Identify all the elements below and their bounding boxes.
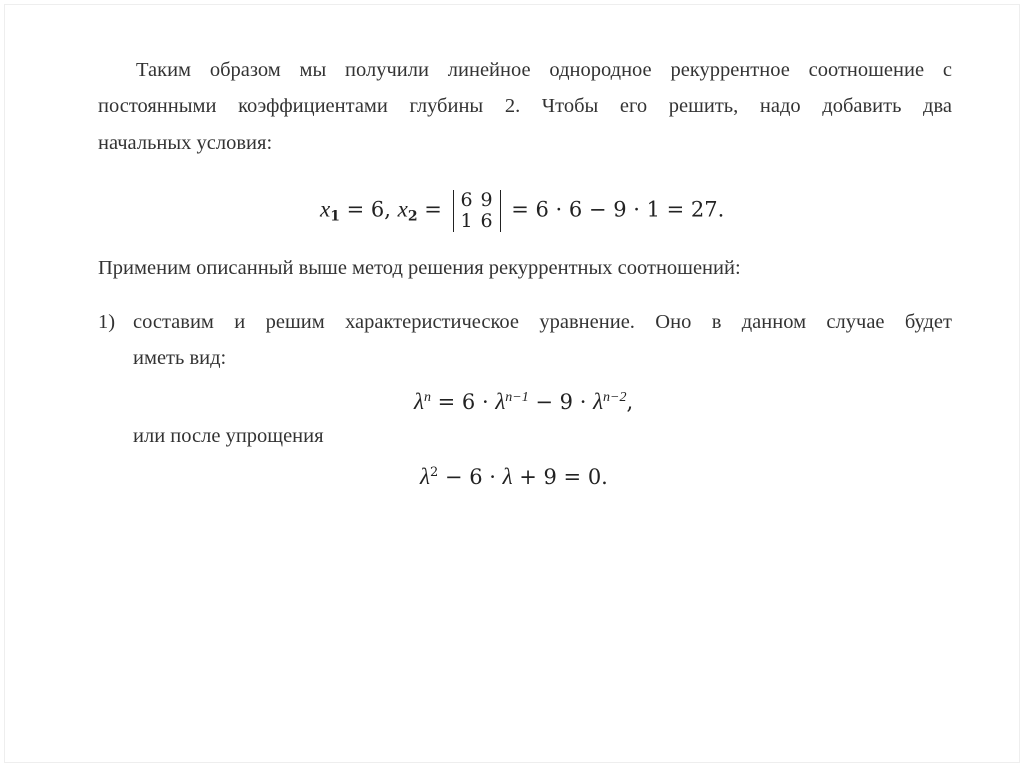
formula-text: + 9 = 0. (512, 465, 608, 489)
exponent: n−1 (505, 390, 529, 405)
subscript: 1 (330, 208, 340, 225)
paragraph-line: постоянными коэффициентами глубины 2. Чтобы его решить, надо добавить два (98, 95, 952, 117)
formula-text: − 6 · (438, 465, 503, 489)
formula-text: = 6 · 6 − 9 · 1 = 27. (504, 197, 725, 222)
var-lambda: λ (502, 464, 513, 489)
list-item-line: составим и решим характеристическое уравнение. Оно в данном случае будет (133, 311, 952, 333)
list-item-number: 1) (98, 311, 116, 333)
matrix-cell: 6 (460, 189, 473, 211)
paragraph-line: Таким образом мы получили линейное однородное рекуррентное соотношение с (136, 59, 952, 81)
formula-text: = 6, (339, 197, 398, 222)
text-line: или после упрощения (133, 425, 324, 447)
matrix-cell: 9 (480, 189, 493, 211)
formula-simplified (420, 461, 608, 489)
formula-initial-conditions (320, 190, 724, 232)
paragraph: Применим описанный выше метод решения рекуррентных соотношений: (98, 257, 741, 279)
var-lambda: λ (420, 464, 430, 489)
list-item-line: иметь вид: (133, 347, 227, 369)
exponent: n−2 (603, 390, 627, 405)
var-x: x (320, 196, 331, 222)
var-lambda: λ (593, 389, 604, 414)
var-lambda: λ (414, 389, 424, 414)
formula-text: = (417, 197, 449, 222)
matrix-cell: 1 (460, 210, 473, 232)
subscript: 2 (407, 208, 418, 225)
var-x: x (397, 196, 408, 222)
determinant-matrix (453, 190, 501, 232)
formula-text: = 6 · (430, 390, 496, 414)
formula-text: , (626, 390, 634, 414)
exponent: n (423, 390, 431, 405)
var-lambda: λ (495, 389, 506, 414)
formula-text: − 9 · (528, 390, 594, 414)
paragraph-line: начальных условия: (98, 132, 273, 154)
exponent: 2 (429, 465, 439, 480)
matrix-cell: 6 (480, 210, 493, 232)
formula-characteristic (414, 386, 633, 414)
